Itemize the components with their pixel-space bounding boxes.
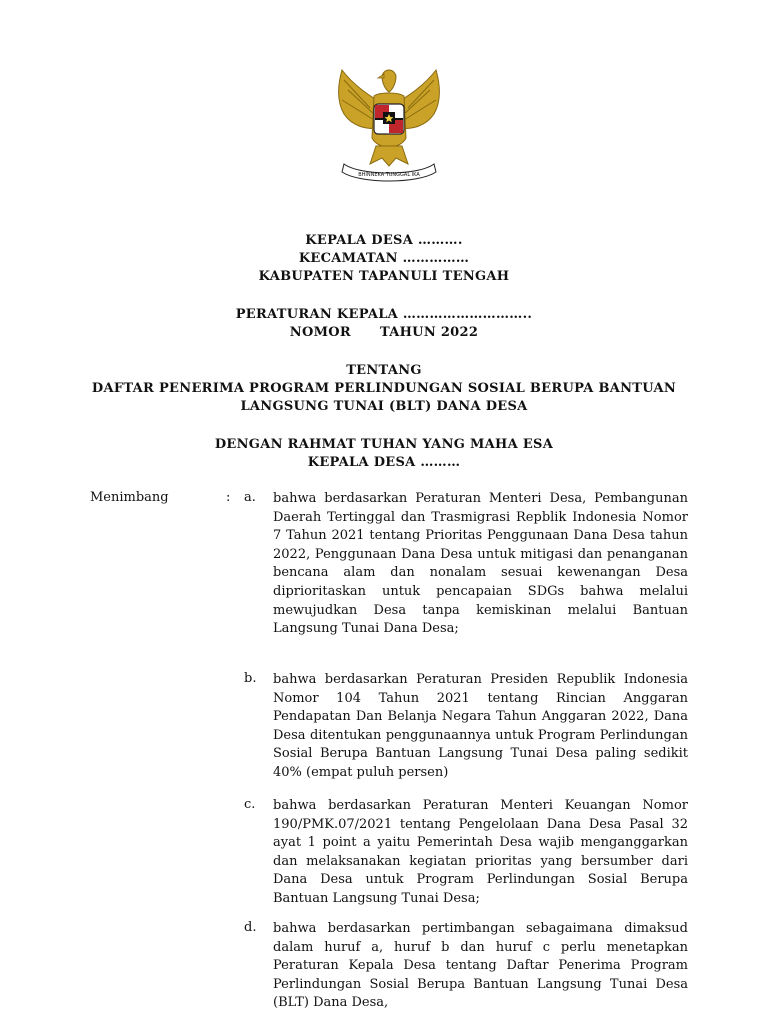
regulation-title: PERATURAN KEPALA ……………………….. [235, 307, 533, 322]
menimbang-label: Menimbang [90, 490, 169, 505]
garuda-tail [370, 146, 408, 166]
regency-title: KABUPATEN TAPANULI TENGAH [258, 269, 510, 284]
item-letter: d. [244, 920, 257, 935]
garuda-head [382, 70, 396, 92]
subject-line-2: LANGSUNG TUNAI (BLT) DANA DESA [240, 399, 528, 414]
shield [374, 104, 404, 134]
item-text: bahwa berdasarkan pertimbangan sebagaimana dimaksud dalam huruf a, huruf b dan huruf c perlu menetapkan Peraturan Kepala Desa tentang Daftar Penerima Program Perlindungan Sosial Berupa Bantuan Langsung Tunai Desa (BLT) Dana Desa, [273, 921, 688, 1011]
district-title: KECAMATAN …………… [298, 251, 470, 266]
regulation-number: NOMOR TAHUN 2022 [289, 325, 479, 340]
menimbang-colon: : [226, 490, 231, 505]
invocation: DENGAN RAHMAT TUHAN YANG MAHA ESA [214, 437, 554, 452]
item-text: bahwa berdasarkan Peraturan Presiden Republik Indonesia Nomor 104 Tahun 2021 tentang Rincian Anggaran Pendapatan Dan Belanja Negara Tahun Anggaran 2022, Dana Desa ditentukan penggunaannya untuk Program Perlindungan Sosial Berupa Bantuan Langsung Tunai Desa paling sedikit 40% (empat puluh persen) [273, 672, 688, 780]
item-text: bahwa berdasarkan Peraturan Menteri Keuangan Nomor 190/PMK.07/2021 tentang Pengelolaan Dana Desa Pasal 32 ayat 1 point a yaitu Pemerintah Desa wajib menganggarkan dan melaksanakan kegiatan prioritas yang bersumber dari Dana Desa untuk Program Perlindungan Sosial Berupa Bantuan Langsung Tunai Desa; [273, 798, 688, 906]
item-text: bahwa berdasarkan Peraturan Menteri Desa, Pembangunan Daerah Tertinggal dan Trasmigrasi Repblik Indonesia Nomor 7 Tahun 2021 tentang Prioritas Penggunaan Dana Desa tahun 2022, Penggunaan Dana Desa untuk mitigasi dan penanganan bencana alam dan nonalam sesuai kewenangan Desa diprioritaskan untuk pencapaian SDGs bahwa melalui mewujudkan Desa tanpa kemiskinan melalui Bantuan Langsung Tunai Dana Desa; [273, 491, 688, 637]
garuda-pancasila-emblem [330, 66, 448, 186]
village-head-heading: KEPALA DESA ……… [307, 455, 461, 470]
consideration-item-b [226, 671, 688, 783]
consideration-item-c [226, 797, 688, 909]
motto-text: BHINNEKA TUNGGAL IKA [358, 172, 420, 178]
item-letter: a. [244, 490, 256, 505]
subject-line-1: DAFTAR PENERIMA PROGRAM PERLINDUNGAN SOSIAL BERUPA BANTUAN [91, 381, 677, 396]
item-letter: b. [244, 671, 257, 686]
tentang-label: TENTANG [346, 363, 422, 378]
consideration-item-d [226, 920, 688, 1013]
village-head-title: KEPALA DESA ………. [305, 233, 463, 248]
item-letter: c. [244, 797, 256, 812]
consideration-item-a [226, 490, 688, 639]
